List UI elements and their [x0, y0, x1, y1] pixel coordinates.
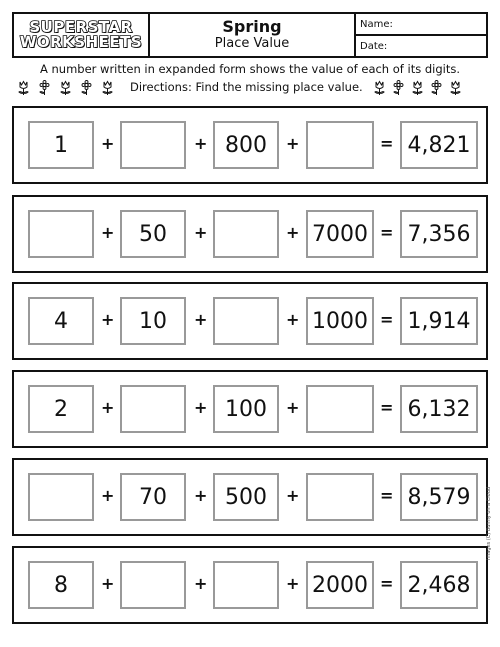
daisy-icon — [37, 80, 52, 96]
total-box: 7,356 — [400, 210, 478, 258]
plus-sign: + — [286, 310, 300, 329]
problem-row-6 — [12, 546, 488, 624]
thousands-box[interactable] — [306, 473, 374, 521]
ones-box[interactable]: 2 — [28, 385, 94, 433]
daisy-icon — [429, 80, 444, 96]
plus-sign: + — [101, 310, 115, 329]
worksheet-title — [150, 14, 356, 56]
tens-box[interactable]: 50 — [120, 210, 186, 258]
hundreds-box[interactable]: 100 — [213, 385, 279, 433]
hundreds-box[interactable] — [213, 210, 279, 258]
subtitle-text: Place Value — [214, 36, 290, 51]
ones-box[interactable]: 1 — [28, 121, 94, 169]
hundreds-box[interactable] — [213, 297, 279, 345]
plus-sign: + — [286, 574, 300, 593]
tulip-icon — [100, 80, 115, 96]
flower-row-left — [16, 80, 115, 96]
equals-sign: = — [380, 310, 394, 329]
logo-line-2: WORKSHEETS — [19, 33, 143, 51]
thousands-box[interactable] — [306, 121, 374, 169]
name-date-box — [356, 14, 486, 56]
tens-box[interactable]: 70 — [120, 473, 186, 521]
equals-sign: = — [380, 486, 394, 505]
directions-text: Directions: Find the missing place value. — [130, 80, 363, 94]
plus-sign: + — [194, 486, 208, 505]
hundreds-box[interactable]: 500 — [213, 473, 279, 521]
tulip-icon — [410, 80, 425, 96]
tulip-icon — [16, 80, 31, 96]
plus-sign: + — [101, 574, 115, 593]
ones-box[interactable] — [28, 473, 94, 521]
tulip-icon — [448, 80, 463, 96]
tulip-icon — [372, 80, 387, 96]
tens-box[interactable] — [120, 385, 186, 433]
problem-row-3 — [12, 282, 488, 360]
worksheet-header — [12, 12, 488, 58]
daisy-icon — [79, 80, 94, 96]
total-box: 6,132 — [400, 385, 478, 433]
plus-sign: + — [194, 134, 208, 153]
hundreds-box[interactable] — [213, 561, 279, 609]
instruction-text: A number written in expanded form shows the value of each of its digits. — [39, 62, 460, 76]
plus-sign: + — [101, 398, 115, 417]
plus-sign: + — [194, 310, 208, 329]
total-box: 4,821 — [400, 121, 478, 169]
equals-sign: = — [380, 134, 394, 153]
image-credit: Images (C) Bunny on a Cloud — [486, 486, 492, 560]
problem-row-5 — [12, 458, 488, 536]
title-text: Spring — [222, 17, 282, 36]
ones-box[interactable] — [28, 210, 94, 258]
problem-row-2 — [12, 195, 488, 273]
tens-box[interactable] — [120, 121, 186, 169]
plus-sign: + — [194, 574, 208, 593]
superstar-worksheets-logo — [14, 14, 150, 56]
plus-sign: + — [194, 223, 208, 242]
name-field[interactable]: Name: — [356, 14, 486, 36]
tens-box[interactable]: 10 — [120, 297, 186, 345]
problem-row-1 — [12, 106, 488, 184]
problem-row-4 — [12, 370, 488, 448]
ones-box[interactable]: 8 — [28, 561, 94, 609]
ones-box[interactable]: 4 — [28, 297, 94, 345]
plus-sign: + — [286, 486, 300, 505]
date-field[interactable]: Date: — [360, 40, 388, 52]
equals-sign: = — [380, 398, 394, 417]
daisy-icon — [391, 80, 406, 96]
thousands-box[interactable]: 7000 — [306, 210, 374, 258]
tens-box[interactable] — [120, 561, 186, 609]
total-box: 2,468 — [400, 561, 478, 609]
thousands-box[interactable]: 2000 — [306, 561, 374, 609]
total-box: 8,579 — [400, 473, 478, 521]
thousands-box[interactable]: 1000 — [306, 297, 374, 345]
flower-row-right — [372, 80, 463, 96]
plus-sign: + — [101, 223, 115, 242]
hundreds-box[interactable]: 800 — [213, 121, 279, 169]
plus-sign: + — [101, 486, 115, 505]
thousands-box[interactable] — [306, 385, 374, 433]
equals-sign: = — [380, 574, 394, 593]
plus-sign: + — [286, 223, 300, 242]
total-box: 1,914 — [400, 297, 478, 345]
equals-sign: = — [380, 223, 394, 242]
plus-sign: + — [286, 134, 300, 153]
plus-sign: + — [194, 398, 208, 417]
logo-line-1: SUPERSTAR — [29, 18, 133, 36]
plus-sign: + — [101, 134, 115, 153]
tulip-icon — [58, 80, 73, 96]
plus-sign: + — [286, 398, 300, 417]
